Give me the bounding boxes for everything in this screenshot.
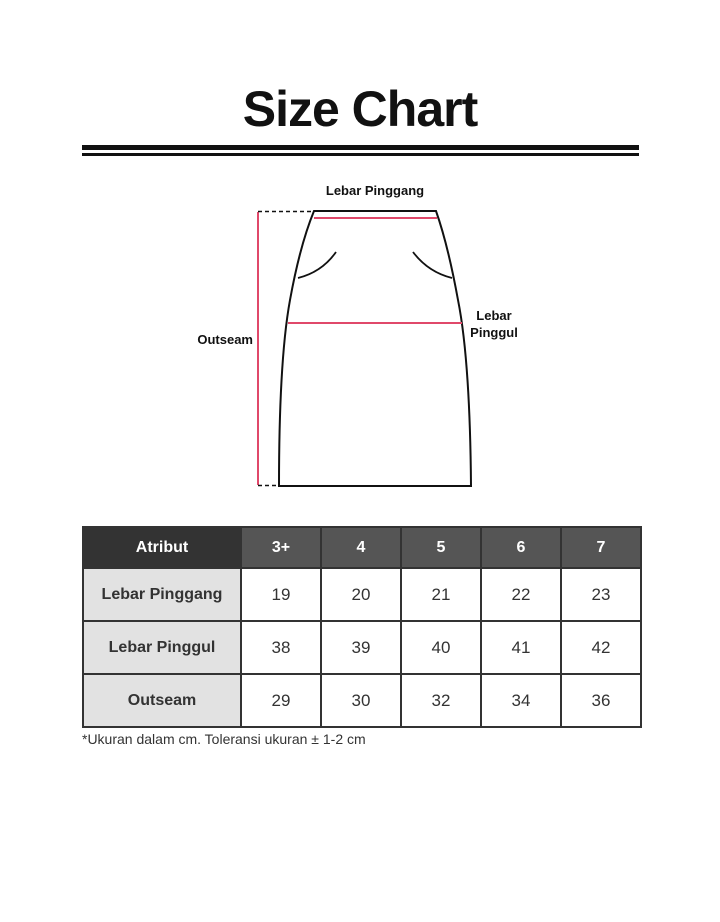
table-cell: 21	[401, 568, 481, 621]
table-cell: 38	[241, 621, 321, 674]
table-cell: 34	[481, 674, 561, 727]
right-pocket	[413, 252, 452, 278]
table-row	[83, 568, 641, 621]
table-row	[83, 674, 641, 727]
header-cell-size: 4	[321, 527, 401, 568]
hip-label-line1: Lebar	[476, 308, 512, 323]
table-cell: 41	[481, 621, 561, 674]
header-cell-attribute: Atribut	[83, 527, 241, 568]
left-pocket	[298, 252, 336, 278]
outseam-label: Outseam	[197, 332, 253, 347]
table-cell: 20	[321, 568, 401, 621]
table-row	[83, 621, 641, 674]
header-cell-size: 7	[561, 527, 641, 568]
size-footnote: *Ukuran dalam cm. Toleransi ukuran ± 1-2 cm	[82, 731, 366, 747]
table-cell: 32	[401, 674, 481, 727]
header-cell-size: 5	[401, 527, 481, 568]
table-cell: 23	[561, 568, 641, 621]
row-label: Lebar Pinggang	[83, 568, 241, 621]
header-cell-size: 6	[481, 527, 561, 568]
table-cell: 42	[561, 621, 641, 674]
table-cell: 39	[321, 621, 401, 674]
skirt-outline	[279, 211, 471, 486]
size-table	[82, 526, 642, 728]
title-divider-thick	[82, 145, 639, 150]
row-label: Lebar Pinggul	[83, 621, 241, 674]
table-cell: 36	[561, 674, 641, 727]
header-cell-size: 3+	[241, 527, 321, 568]
row-label: Outseam	[83, 674, 241, 727]
page-title: Size Chart	[242, 81, 478, 137]
table-cell: 30	[321, 674, 401, 727]
table-cell: 22	[481, 568, 561, 621]
table-cell: 29	[241, 674, 321, 727]
hip-label-line2: Pinggul	[470, 325, 518, 340]
title-divider-thin	[82, 153, 639, 156]
table-cell: 19	[241, 568, 321, 621]
table-cell: 40	[401, 621, 481, 674]
skirt-measurement-diagram	[0, 170, 720, 500]
table-header-row	[83, 527, 641, 568]
waist-label: Lebar Pinggang	[325, 183, 425, 198]
